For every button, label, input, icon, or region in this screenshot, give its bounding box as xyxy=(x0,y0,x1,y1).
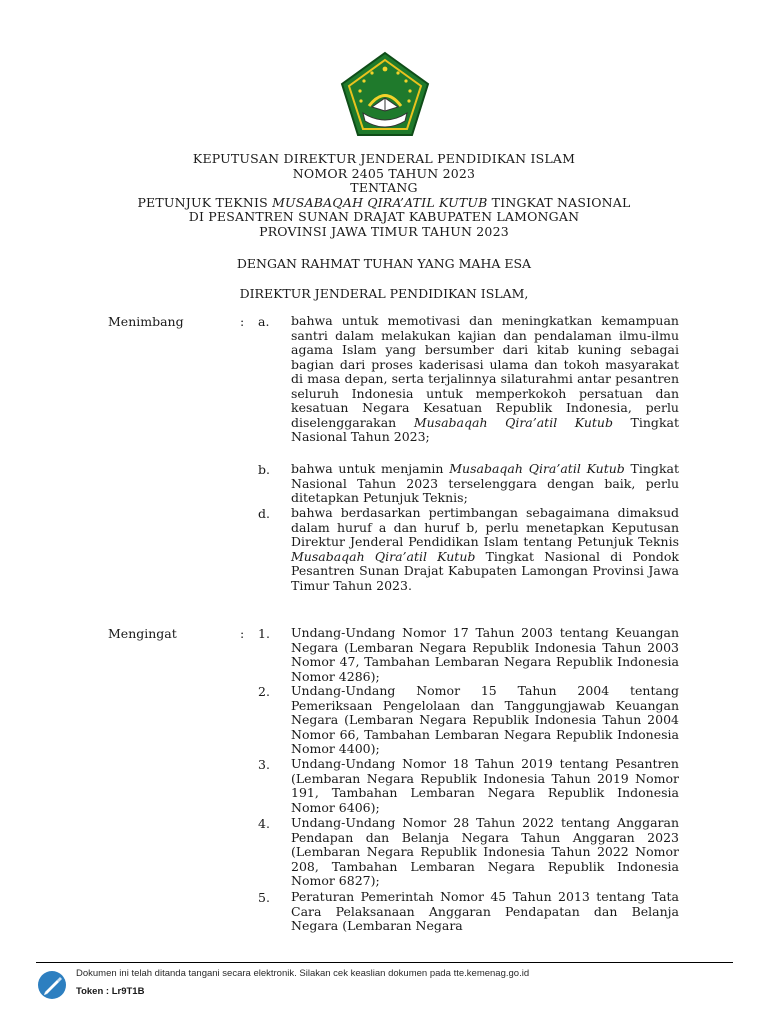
menimbang-item-num: d. xyxy=(258,506,270,521)
mengingat-label: Mengingat xyxy=(108,626,177,641)
footer-divider xyxy=(36,962,733,963)
mengingat-item-num: 4. xyxy=(258,816,270,831)
menimbang-colon: : xyxy=(240,314,245,329)
menimbang-item-text: bahwa berdasarkan pertimbangan sebagaimana dimaksud dalam huruf a dan huruf b, perlu menetapkan Keputusan Direktur Jenderal Pendidikan Islam tentang Petunjuk Teknis Musabaqah Qira’atil Kutub Tingkat Nasional di Pondok Pesantren Sunan Drajat Kabupaten Lamongan Provinsi Jawa Timur Tahun 2023. xyxy=(291,505,679,593)
heading-line-5: DI PESANTREN SUNAN DRAJAT KABUPATEN LAMONGAN xyxy=(188,209,580,225)
official-title: DIREKTUR JENDERAL PENDIDIKAN ISLAM, xyxy=(239,286,529,301)
menimbang-item-num: a. xyxy=(258,314,270,329)
mengingat-item-text: Peraturan Pemerintah Nomor 45 Tahun 2013 tentang Tata Cara Pelaksanaan Anggaran Pendapatan dan Belanja Negara (Lembaran Negara xyxy=(291,889,679,933)
menimbang-item-text: bahwa untuk memotivasi dan meningkatkan kemampuan santri dalam melakukan kajian dan pendalaman ilmu-ilmu agama Islam yang bersumber dari kitab kuning sebagai bagian dari proses kaderisasi ulama dan tokoh masyarakat di masa depan, serta terjalinnya silaturahmi antar pesantren seluruh Indonesia untuk memperkokoh persatuan dan kesatuan Negara Kesatuan Republik Indonesia, perlu diselenggarakan Musabaqah Qira’atil Kutub Tingkat Nasional Tahun 2023; xyxy=(291,313,679,444)
heading-line-6: PROVINSI JAWA TIMUR TAHUN 2023 xyxy=(259,223,509,239)
menimbang-label: Menimbang xyxy=(108,314,184,329)
heading-line-4: PETUNJUK TEKNIS MUSABAQAH QIRA’ATIL KUTUB TINGKAT NASIONAL xyxy=(137,194,631,210)
mengingat-item-text: Undang-Undang Nomor 28 Tahun 2022 tentang Anggaran Pendapan dan Belanja Negara Tahun Anggaran 2023 (Lembaran Negara Republik Indonesia Tahun 2022 Nomor 208, Tambahan Lembaran Negara Republik Indonesia Nomor 6827); xyxy=(291,815,679,888)
mengingat-item-num: 2. xyxy=(258,684,270,699)
mengingat-item-num: 5. xyxy=(258,890,270,905)
e-signature-pen-icon xyxy=(37,970,67,1000)
kemenag-emblem-logo xyxy=(339,51,431,138)
mengingat-item-text: Undang-Undang Nomor 15 Tahun 2004 tentang Pemeriksaan Pengelolaan dan Tanggungjawab Keuangan Negara (Lembaran Negara Republik Indonesia Tahun 2004 Nomor 66, Tambahan Lembaran Negara Republik Indonesia Nomor 4400); xyxy=(291,683,679,756)
menimbang-item-text: bahwa untuk menjamin Musabaqah Qira’atil Kutub Tingkat Nasional Tahun 2023 terselenggara dengan baik, perlu ditetapkan Petunjuk Teknis; xyxy=(291,461,679,505)
menimbang-item-num: b. xyxy=(258,462,270,477)
footer-token: Token : Lr9T1B xyxy=(76,986,145,997)
footer-signature-note: Dokumen ini telah ditanda tangani secara elektronik. Silakan cek keaslian dokumen pada tte.kemenag.go.id xyxy=(76,968,530,979)
heading-line-2: NOMOR 2405 TAHUN 2023 xyxy=(292,165,476,181)
mengingat-colon: : xyxy=(240,626,245,641)
mengingat-item-text: Undang-Undang Nomor 18 Tahun 2019 tentang Pesantren (Lembaran Negara Republik Indonesia Tahun 2019 Nomor 191, Tambahan Lembaran Negara Republik Indonesia Nomor 6406); xyxy=(291,756,679,815)
heading-line-3: TENTANG xyxy=(350,180,418,196)
decree-heading xyxy=(0,152,768,240)
invocation: DENGAN RAHMAT TUHAN YANG MAHA ESA xyxy=(236,256,532,271)
mengingat-item-num: 1. xyxy=(258,626,270,641)
mengingat-item-text: Undang-Undang Nomor 17 Tahun 2003 tentang Keuangan Negara (Lembaran Negara Republik Indonesia Tahun 2003 Nomor 47, Tambahan Lembaran Negara Republik Indonesia Nomor 4286); xyxy=(291,625,679,684)
mengingat-item-num: 3. xyxy=(258,757,270,772)
heading-line-1: KEPUTUSAN DIREKTUR JENDERAL PENDIDIKAN ISLAM xyxy=(192,151,576,166)
